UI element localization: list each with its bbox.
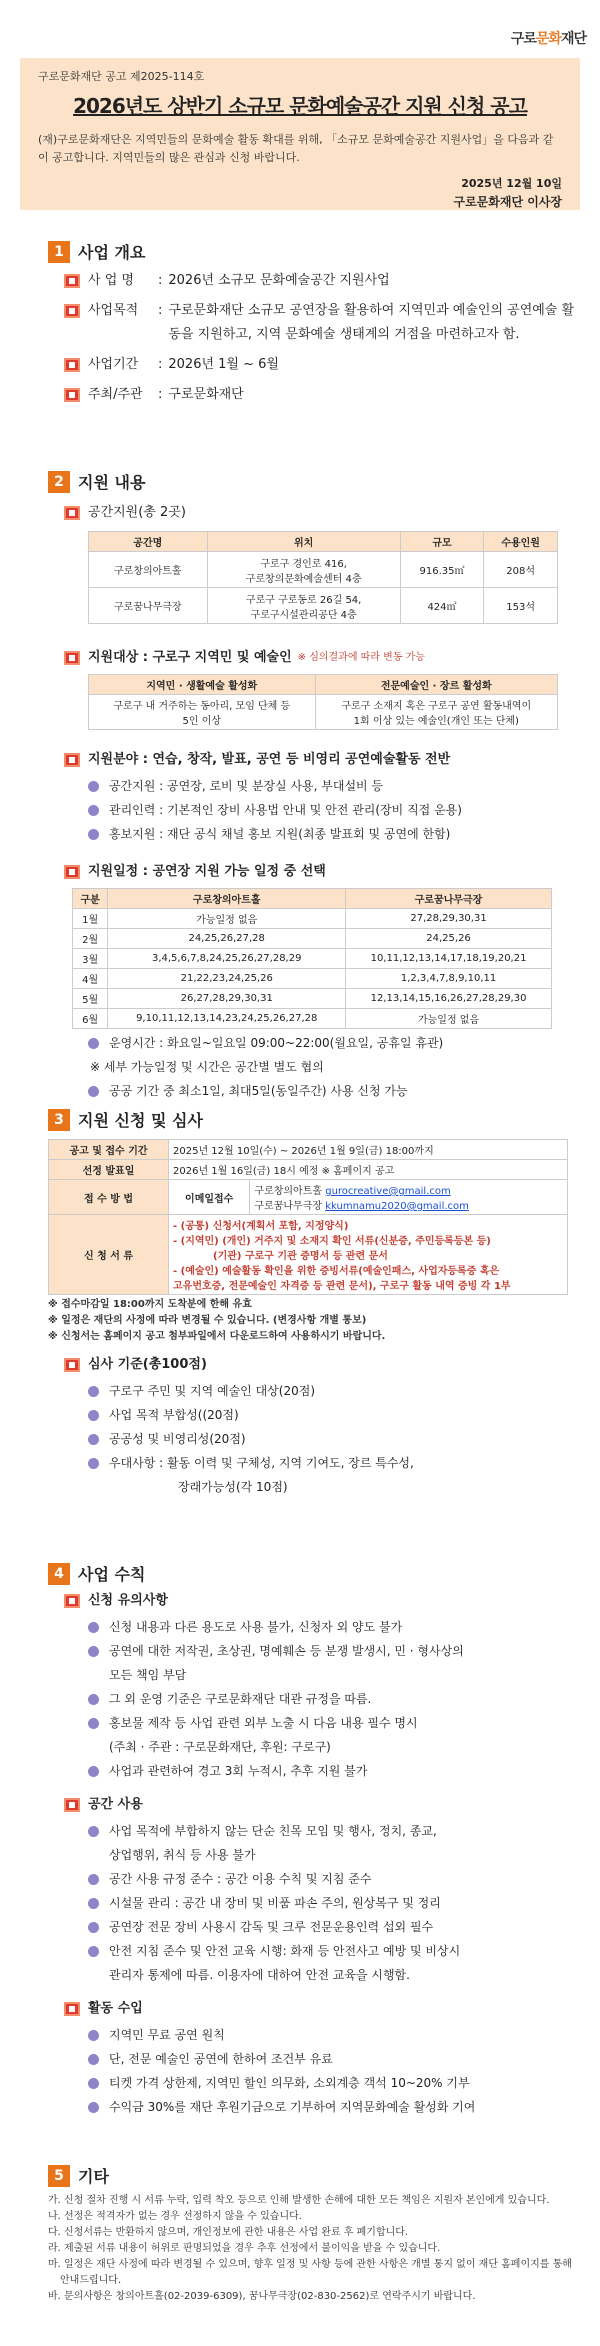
flag-icon [64, 865, 80, 879]
location-line: 구로창의문화예술센터 4층 [245, 573, 362, 585]
foundation-logo: 구로문화재단 [510, 31, 586, 47]
etc-item: 가. 신청 절차 진행 시 서류 누락, 입력 착오 등으로 인해 발생한 손해에 대한 모든 책임은 지원자 본인에게 있습니다. [48, 2195, 550, 2206]
table-cell: 27,28,29,30,31 [346, 909, 552, 929]
email-line [254, 1197, 563, 1212]
section-number: 5 [48, 2165, 70, 2187]
bullet-icon [88, 1646, 99, 1657]
section-number: 4 [48, 1563, 70, 1585]
table-cell: 1,2,3,4,7,8,9,10,11 [346, 969, 552, 989]
bullet-icon [88, 2030, 99, 2041]
bullet-icon [88, 1434, 99, 1445]
notice-number: 구로문화재단 공고 제2025-114호 [38, 70, 205, 83]
colon: : [158, 303, 163, 318]
overview-row [48, 269, 578, 293]
table-cell: 9,10,11,12,13,14,23,24,25,26,27,28 [108, 1009, 346, 1029]
list-text: 장래가능성(각 10점) [178, 1480, 288, 1494]
space-size: 916.35㎡ [400, 552, 484, 588]
table-header: 지역민 · 생활예술 활성화 [89, 675, 316, 695]
notice-header [20, 58, 580, 210]
email-place: 구로창의아트홀 [254, 1186, 326, 1197]
list-text: 홍보물 제작 등 사업 관련 외부 노출 시 다음 내용 필수 명시 [109, 1716, 418, 1730]
table-row [73, 929, 552, 949]
table-row [49, 1160, 568, 1180]
bullet-icon [88, 1038, 99, 1049]
field-title: 지원분야 : 연습, 창작, 발표, 공연 등 비영리 공연예술활동 전반 [88, 752, 451, 767]
schedule-table [72, 888, 552, 1029]
etc-item: 라. 제출된 서류 내용이 허위로 판명되었을 경우 추후 선정에서 불이익을 받을 수 있습니다. [48, 2243, 441, 2254]
bullet-icon [88, 1458, 99, 1469]
list-text: 공공성 및 비영리성(20점) [109, 1432, 246, 1446]
schedule-title: 지원일정 : 공연장 지원 가능 일정 중 선택 [88, 864, 326, 879]
table-label: 선정 발표일 [49, 1160, 169, 1180]
list-item [88, 1737, 578, 1757]
section-title: 사업 수칙 [78, 1565, 146, 1584]
list-item [88, 1477, 578, 1497]
list-text: 신청 내용과 다른 용도로 사용 불가, 신청자 외 양도 불가 [109, 1620, 403, 1634]
list-text: 공연에 대한 저작권, 초상권, 명예훼손 등 분쟁 발생시, 민 · 형사상의 [109, 1644, 464, 1658]
list-item [88, 1965, 578, 1985]
list-item [88, 1893, 578, 1913]
space-name: 구로꿈나무극장 [89, 588, 208, 624]
list-item [88, 1453, 578, 1473]
list-item [88, 1689, 578, 1709]
table-cell: 26,27,28,29,30,31 [108, 989, 346, 1009]
page-title: 2026년도 상반기 소규모 문화예술공간 지원 신청 공고 [73, 94, 527, 118]
list-text: 상업행위, 취식 등 사용 불가 [109, 1848, 256, 1862]
table-cell: 3,4,5,6,7,8,24,25,26,27,28,29 [108, 949, 346, 969]
table-cell: 가능일정 없음 [108, 909, 346, 929]
intro-text: (재)구로문화재단은 지역민들의 문화예술 활동 확대를 위해, 「소규모 문화예술공간 지원사업」을 다음과 같이 공고합니다. 지역민들의 많은 관심과 신청 바랍니다. [38, 133, 554, 164]
rules-sub2: 공간 사용 [88, 1797, 143, 1812]
flag-icon [64, 358, 80, 372]
overview-row [48, 353, 578, 377]
review-title: 심사 기준(총100점) [88, 1357, 207, 1372]
list-text: 관리자 통제에 따름. 이용자에 대하여 안전 교육을 시행함. [109, 1968, 410, 1982]
list-item [88, 1845, 578, 1865]
flag-icon [64, 1594, 80, 1608]
flag-icon [64, 506, 80, 520]
bullet-icon [88, 1386, 99, 1397]
list-item [88, 1713, 578, 1733]
space-size: 424㎡ [400, 588, 484, 624]
email-link[interactable]: gurocreative@gmail.com [325, 1186, 451, 1197]
flag-icon [64, 274, 80, 288]
list-item [88, 2049, 578, 2069]
table-header: 구로꿈나무극장 [346, 889, 552, 909]
bullet-icon [88, 1086, 99, 1097]
list-text: 관리인력 : 기본적인 장비 사용법 안내 및 안전 관리(장비 직접 운용) [109, 803, 462, 817]
overview-label: 사업목적 [88, 303, 139, 318]
list-item [88, 824, 578, 844]
table-row [73, 909, 552, 929]
table-cell: 3월 [73, 949, 108, 969]
bullet-icon [88, 1946, 99, 1957]
table-cell: 24,25,26,27,28 [108, 929, 346, 949]
etc-item: 마. 일정은 재단 사정에 따라 변경될 수 있으며, 향후 일정 및 사항 등에 관한 사항은 개별 통지 없이 재단 홈페이지를 통해 안내드립니다. [48, 2259, 572, 2286]
list-item [88, 1405, 578, 1425]
application-note: ※ 일정은 재단의 사정에 따라 변경될 수 있습니다. (변경사항 개별 통보) [48, 1315, 367, 1326]
list-item [88, 1429, 578, 1449]
section-etc [48, 2164, 578, 2305]
list-text: 티켓 가격 상한제, 지역민 할인 의무화, 소외계층 객석 10~20% 기부 [109, 2076, 470, 2090]
section-application [48, 1108, 578, 1497]
doc-line: (기관) 구로구 기관 증명서 등 관련 문서 [213, 1251, 388, 1262]
list-item [88, 1821, 578, 1841]
table-header: 구분 [73, 889, 108, 909]
list-item [88, 1941, 578, 1961]
flag-icon [64, 388, 80, 402]
section-overview [48, 240, 578, 407]
section-rules [48, 1562, 578, 2117]
bullet-icon [88, 2078, 99, 2089]
space-capacity: 208석 [484, 552, 558, 588]
section-title: 지원 내용 [78, 473, 146, 492]
table-cell: 10,11,12,13,14,17,18,19,20,21 [346, 949, 552, 969]
target-title: 지원대상 : 구로구 지역민 및 예술인 [88, 650, 292, 665]
bullet-icon [88, 2102, 99, 2113]
list-item [88, 1761, 578, 1781]
table-header: 수용인원 [484, 532, 558, 552]
docs-cell [169, 1215, 568, 1295]
table-row [49, 1180, 568, 1215]
table-label: 접 수 방 법 [49, 1180, 169, 1215]
table-row [89, 588, 558, 624]
etc-item: 나. 선정은 적격자가 없는 경우 선정하지 않을 수 있습니다. [48, 2211, 302, 2222]
doc-line: - (예술인) 예술활동 확인을 위한 증빙서류(예술인패스, 사업자등록증 혹은 [173, 1266, 500, 1277]
colon: : [158, 273, 163, 288]
application-note: ※ 신청서는 홈페이지 공고 첨부파일에서 다운로드하여 사용하시기 바랍니다. [48, 1331, 386, 1342]
table-cell: 4월 [73, 969, 108, 989]
space-location [207, 588, 400, 624]
section-title: 지원 신청 및 심사 [78, 1111, 203, 1130]
table-row [73, 1009, 552, 1029]
section-support [48, 470, 578, 1101]
list-item [88, 2073, 578, 2093]
list-item [88, 1641, 578, 1661]
table-row [73, 989, 552, 1009]
list-text: 수익금 30%를 재단 후원기금으로 기부하여 지역문화예술 활성화 기여 [109, 2100, 476, 2114]
location-line: 구로구 구로동로 26길 54, [245, 594, 362, 606]
space-name: 구로창의아트홀 [89, 552, 208, 588]
list-item [88, 1381, 578, 1401]
section-title: 기타 [78, 2167, 109, 2186]
table-row [73, 969, 552, 989]
location-line: 구로구시설관리공단 4층 [250, 609, 357, 621]
list-item [88, 2097, 578, 2117]
flag-icon [64, 651, 80, 665]
list-item [88, 1617, 578, 1637]
overview-value: 2026년 1월 ~ 6월 [168, 357, 279, 372]
list-item [88, 776, 578, 796]
notice-date: 2025년 12월 10일 [461, 177, 562, 190]
bullet-icon [88, 1694, 99, 1705]
flag-icon [64, 753, 80, 767]
table-label: 공고 및 접수 기간 [49, 1140, 169, 1160]
table-header: 구로창의아트홀 [108, 889, 346, 909]
list-text: 공간지원 : 공연장, 로비 및 분장실 사용, 부대설비 등 [109, 779, 384, 793]
section-title: 사업 개요 [78, 243, 146, 262]
location-line: 구로구 경인로 416, [260, 558, 347, 570]
bullet-icon [88, 1718, 99, 1729]
table-row [49, 1140, 568, 1160]
bullet-icon [88, 2054, 99, 2065]
table-row [89, 552, 558, 588]
list-text: 홍보지원 : 재단 공식 채널 홍보 지원(최종 발표회 및 공연에 한함) [109, 827, 451, 841]
table-cell: 5월 [73, 989, 108, 1009]
overview-value: 2026년 소규모 문화예술공간 지원사업 [168, 273, 390, 288]
table-row [73, 949, 552, 969]
flag-icon [64, 2002, 80, 2016]
overview-value: 구로문화재단 소규모 공연장을 활용하여 지역민과 예술인의 공연예술 활동을 지원하고, 지역 문화예술 생태계의 거점을 마련하고자 함. [168, 303, 575, 342]
operating-hours: 운영시간 : 화요일~일요일 09:00~22:00(월요일, 공휴일 휴관) [109, 1036, 444, 1050]
etc-item: 다. 신청서류는 반환하지 않으며, 개인정보에 관한 내용은 사업 완료 후 폐기합니다. [48, 2227, 409, 2238]
section-number: 2 [48, 471, 70, 493]
bullet-icon [88, 805, 99, 816]
bullet-icon [88, 829, 99, 840]
email-link[interactable]: kkumnamu2020@gmail.com [325, 1201, 469, 1212]
hours-note: ※ 세부 가능일정 및 시간은 공간별 별도 협의 [90, 1060, 324, 1074]
list-text: 그 외 운영 기준은 구로문화재단 대관 규정을 따름. [109, 1692, 372, 1706]
table-value: 2025년 12월 10일(수) ~ 2026년 1월 9일(금) 18:00까지 [169, 1140, 568, 1160]
overview-label: 사 업 명 [88, 273, 134, 288]
list-text: 공간 사용 규정 준수 : 공간 이용 수칙 및 지침 준수 [109, 1872, 372, 1886]
list-text: 단, 전문 예술인 공연에 한하여 조건부 유료 [109, 2052, 333, 2066]
overview-value: 구로문화재단 [168, 387, 244, 402]
table-cell: 24,25,26 [346, 929, 552, 949]
table-cell: 12,13,14,15,16,26,27,28,29,30 [346, 989, 552, 1009]
table-cell: 2월 [73, 929, 108, 949]
list-item [88, 2025, 578, 2045]
bullet-icon [88, 781, 99, 792]
application-note: ※ 접수마감일 18:00까지 도착분에 한해 유효 [48, 1299, 252, 1310]
list-item [88, 1869, 578, 1889]
table-row [49, 1215, 568, 1295]
table-header: 규모 [400, 532, 484, 552]
section-number: 1 [48, 241, 70, 263]
table-cell: 6월 [73, 1009, 108, 1029]
table-cell: 21,22,23,24,25,26 [108, 969, 346, 989]
list-text: 지역민 무료 공연 원칙 [109, 2028, 225, 2042]
flag-icon [64, 1798, 80, 1812]
list-item [88, 800, 578, 820]
overview-row [48, 383, 578, 407]
usage-period: 공공 기간 중 최소1일, 최대5일(동일주간) 사용 신청 가능 [109, 1084, 408, 1098]
list-text: 사업과 관련하여 경고 3회 누적시, 추후 지원 불가 [109, 1764, 368, 1778]
list-text: (주최 · 주관 : 구로문화재단, 후원: 구로구) [109, 1740, 331, 1754]
target-cell: 구로구 내 거주하는 동아리, 모임 단체 등 5인 이상 [89, 695, 316, 730]
doc-line: 고유번호증, 전문예술인 자격증 등 관련 문서), 구로구 활동 내역 증빙 각 1부 [173, 1281, 511, 1292]
email-cell [250, 1180, 568, 1215]
overview-row [48, 299, 578, 347]
space-title: 공간지원(총 2곳) [88, 505, 186, 520]
overview-label: 사업기간 [88, 357, 139, 372]
space-capacity: 153석 [484, 588, 558, 624]
bullet-icon [88, 1874, 99, 1885]
email-place: 구로꿈나무극장 [254, 1201, 326, 1212]
doc-line: - (지역민) (개인) 거주지 및 소재지 확인 서류(신분증, 주민등록등본 등) [173, 1236, 491, 1247]
table-cell: 가능일정 없음 [346, 1009, 552, 1029]
rules-sub1: 신청 유의사항 [88, 1593, 168, 1608]
table-value: 2026년 1월 16일(금) 18시 예정 ※ 홈페이지 공고 [169, 1160, 568, 1180]
etc-item: 바. 문의사항은 창의아트홀(02-2039-6309), 꿈나무극장(02-830-2562)로 연락주시기 바랍니다. [48, 2291, 476, 2302]
section-number: 3 [48, 1109, 70, 1131]
space-location [207, 552, 400, 588]
list-text: 사업 목적에 부합하지 않는 단순 친목 모임 및 행사, 정치, 종교, [109, 1824, 437, 1838]
flag-icon [64, 304, 80, 318]
bullet-icon [88, 1826, 99, 1837]
list-text: 공연장 전문 장비 사용시 감독 및 크루 전문운용인력 섭외 필수 [109, 1920, 434, 1934]
flag-icon [64, 1358, 80, 1372]
method-sub: 이메일접수 [169, 1180, 250, 1215]
bullet-icon [88, 1622, 99, 1633]
notice-org: 구로문화재단 이사장 [453, 195, 562, 209]
table-header: 공간명 [89, 532, 208, 552]
bullet-icon [88, 1922, 99, 1933]
list-text: 사업 목적 부합성((20점) [109, 1408, 239, 1422]
table-cell: 1월 [73, 909, 108, 929]
bullet-icon [88, 1766, 99, 1777]
target-table [88, 674, 558, 730]
overview-label: 주최/주관 [88, 387, 143, 402]
target-cell: 구로구 소재지 혹은 구로구 공연 활동내역이 1회 이상 있는 예술인(개인 또는 단체) [315, 695, 557, 730]
table-header: 위치 [207, 532, 400, 552]
rules-sub3: 활동 수입 [88, 2001, 143, 2016]
list-text: 모든 책임 부담 [109, 1668, 187, 1682]
bullet-icon [88, 1898, 99, 1909]
colon: : [158, 357, 163, 372]
colon: : [158, 387, 163, 402]
list-text: 시설물 관리 : 공간 내 장비 및 비품 파손 주의, 원상복구 및 정리 [109, 1896, 441, 1910]
list-item [88, 1917, 578, 1937]
bullet-icon [88, 1410, 99, 1421]
list-item [88, 1665, 578, 1685]
table-header: 전문예술인 · 장르 활성화 [315, 675, 557, 695]
list-text: 우대사항 : 활동 이력 및 구체성, 지역 기여도, 장르 특수성, [109, 1456, 414, 1470]
table-label: 신 청 서 류 [49, 1215, 169, 1295]
space-table [88, 531, 558, 624]
target-note: ※ 심의결과에 따라 변동 가능 [297, 652, 425, 663]
application-table [48, 1139, 568, 1295]
doc-line: - (공통) 신청서(계획서 포함, 지정양식) [173, 1221, 349, 1232]
list-text: 안전 지침 준수 및 안전 교육 시행: 화재 등 안전사고 예방 및 비상시 [109, 1944, 461, 1958]
list-text: 구로구 주민 및 지역 예술인 대상(20점) [109, 1384, 315, 1398]
email-line [254, 1182, 563, 1197]
